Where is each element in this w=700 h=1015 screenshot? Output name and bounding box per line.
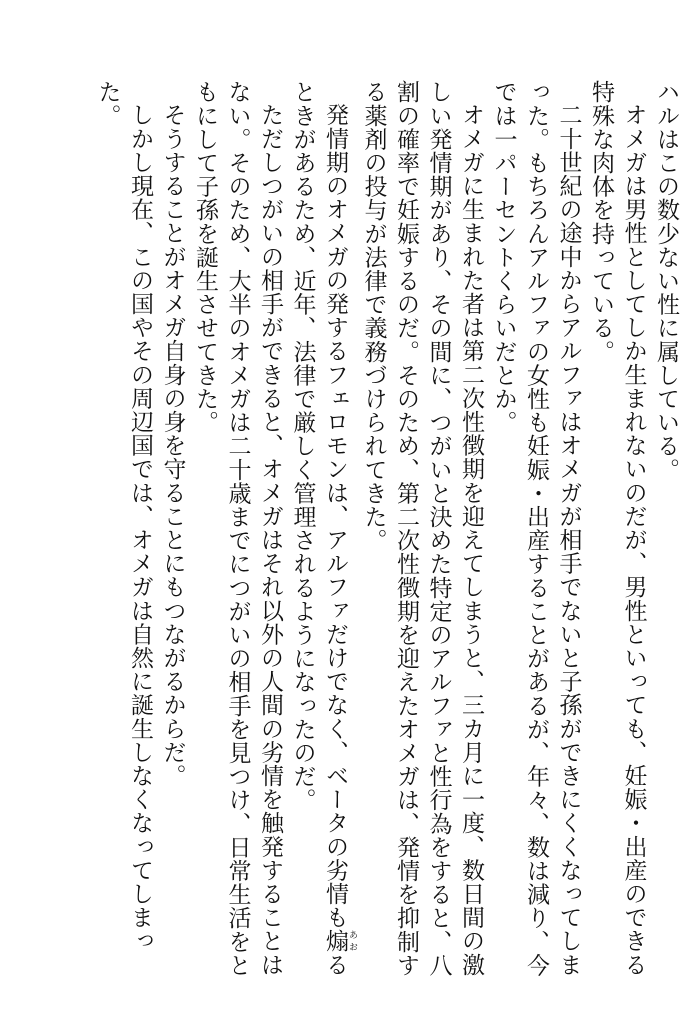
ruby-base: 煽 <box>322 929 348 953</box>
ruby-reading: あお <box>347 929 357 953</box>
paragraph-4: オメガに生まれた者は第二次性徴期を迎えてしまうと、三カ月に一度、数日間の激しい発情期があり、その間に、つがいと決めた特定のアルファと性行為をすると、八割の確率で妊娠するのだ。そのため、第二次性徴期を迎えたオメガは、発情を抑制する薬剤の投与が法律で義務づけられてきた。 <box>360 80 484 977</box>
paragraph-6: ただしつがいの相手ができると、オメガはそれ以外の人間の劣情を触発することはない。そのため、大半のオメガは二十歳までにつがいの相手を見つけ、日常生活をともにして子孫を誕生させてきた。 <box>192 80 283 977</box>
vertical-text-block <box>91 80 682 980</box>
paragraph-5-end: るときがあるため、近年、法律で厳しく管理されるようになったのだ。 <box>289 80 348 977</box>
paragraph-1: ハルはこの数少ない性に属している。 <box>653 80 679 482</box>
paragraph-2: オメガは男性としてしか生まれないのだが、男性といっても、妊娠・出産のできる特殊な肉体を持っている。 <box>588 80 647 977</box>
paragraph-5-start: 発情期のオメガの発するフェロモンは、アルファだけでなく、ベータの劣情も <box>322 103 348 929</box>
paragraph-3: 二十世紀の途中からアルファはオメガが相手でないと子孫ができにくくなってしまった。もちろんアルファの女性も妊娠・出産することがあるが、年々、数は減り、今では一パーセントくらいだとか。 <box>490 80 582 977</box>
ruby-annotation <box>322 929 357 953</box>
paragraph-5 <box>286 80 357 980</box>
paragraph-8: しかし現在、この国やその周辺国では、オメガは自然に誕生しなくなってしまった。 <box>94 80 153 953</box>
paragraph-7: そうすることがオメガ自身の身を守ることにもつながるからだ。 <box>159 103 186 788</box>
